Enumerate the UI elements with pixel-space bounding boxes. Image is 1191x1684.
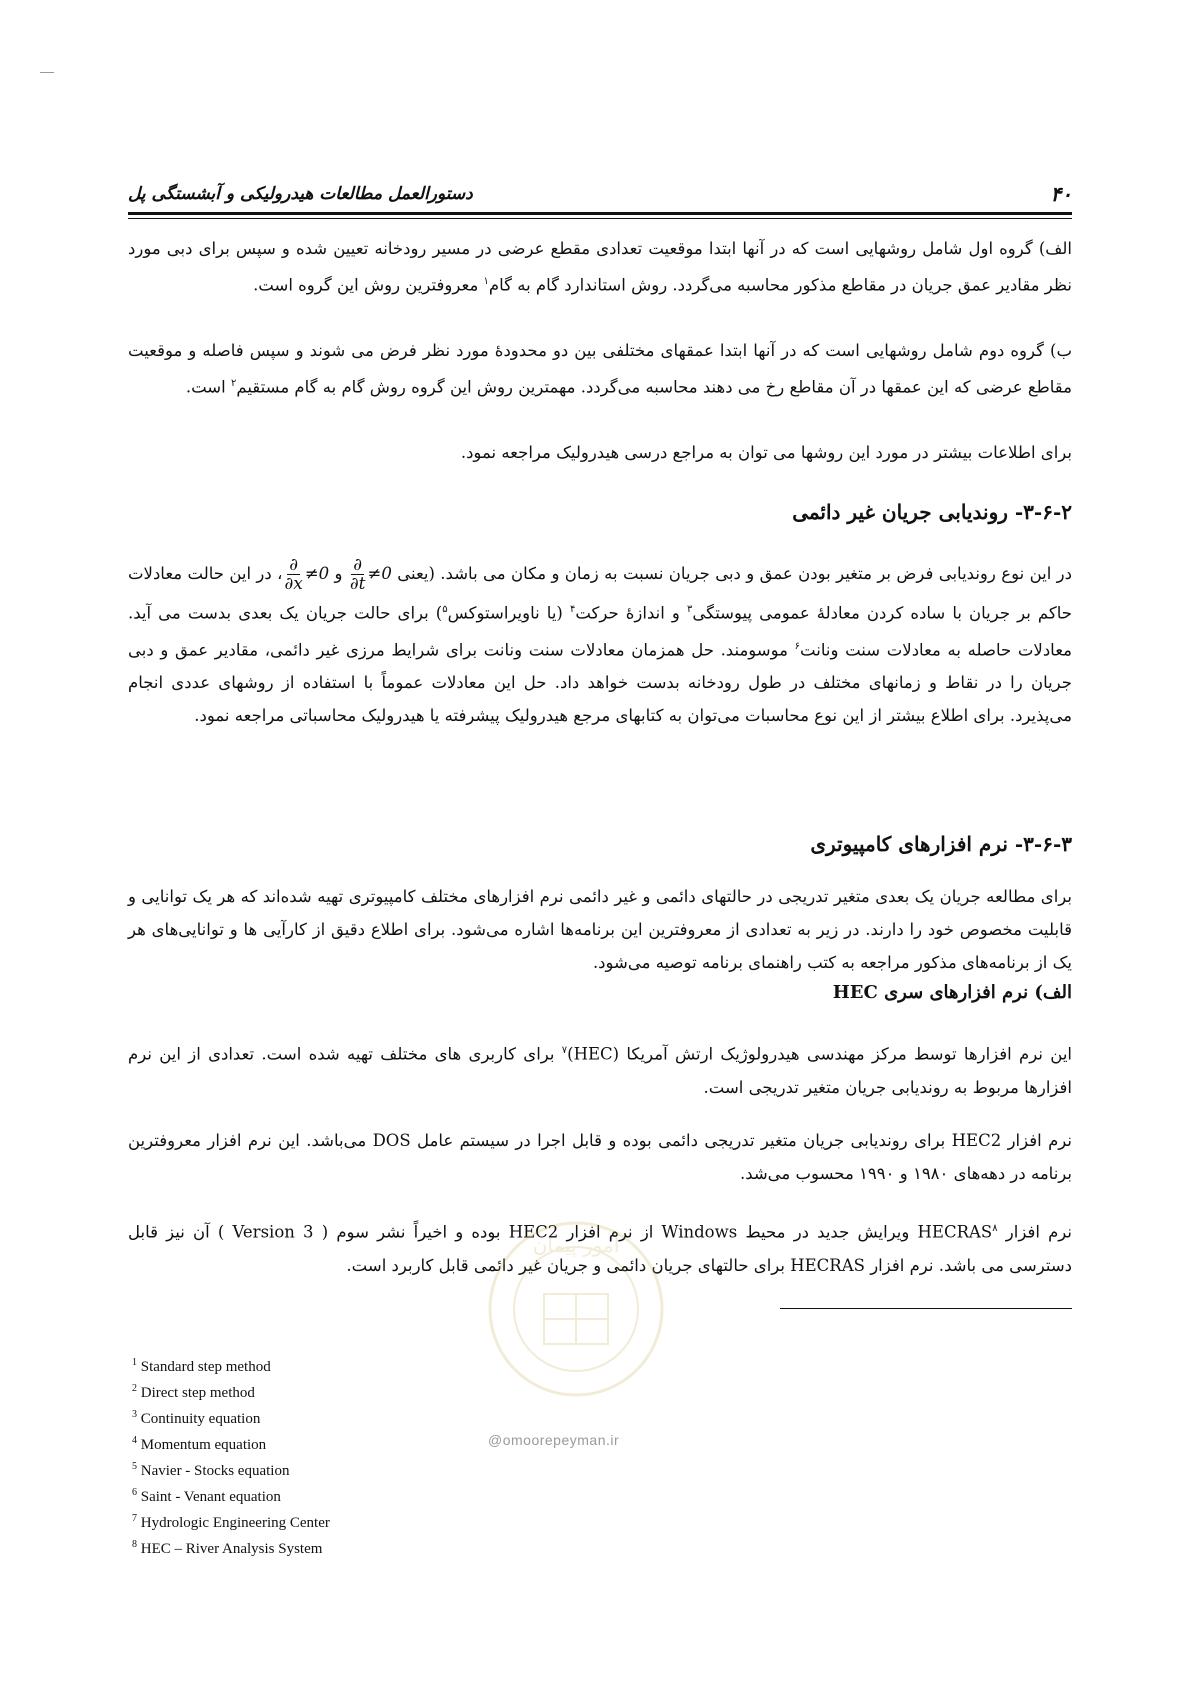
footnote-ref: ۵ [442, 604, 448, 615]
footnote-ref: ۸ [992, 1223, 998, 1234]
footnote [132, 1482, 552, 1508]
paragraph-hec2 [128, 1124, 1072, 1190]
footnote [132, 1456, 552, 1482]
footnote-text: Standard step method [140, 1359, 271, 1375]
paragraph-text: ب) گروه دوم شامل روشهایی است که در آنها ابتدا عمقهای مختلفی بین دو محدودهٔ مورد نظر فرض می شوند و سپس فاصله و موقعیت مقاطع عرضی که این عمقها در آن مقاطع رخ می دهند محاسبه می‌گردد. مهمترین روش این گروه روش گام به گام مستقیم [128, 341, 1072, 397]
paragraph-text: نرم افزار HEC2 برای روندیابی جریان متغیر تدریجی دائمی بوده و قابل اجرا در سیستم عامل DOS می‌باشد. این نرم افزار معروفترین برنامه در دهه‌های ۱۹۸۰ و ۱۹۹۰ محسوب می‌شد. [128, 1131, 1072, 1183]
footnote [132, 1508, 552, 1534]
paragraph-text: برای مطالعه جریان یک بعدی متغیر تدریجی در حالتهای دائمی و غیر دائمی نرم افزارهای مختلف کامپیوتری تهیه شده‌اند که هر یک توانایی و قابلیت مخصوص خود را دارند. در زیر به تعدادی از معروفترین این برنامه‌ها اشاره می‌شود. برای اطلاع دقیق از کارآیی ها و توانایی‌های هر یک از برنامه‌های مذکور مراجعه به کتب راهنمای برنامه توصیه می‌شود. [128, 887, 1072, 972]
page-number: ۴۰ [1050, 182, 1072, 206]
footnote-number: 7 [132, 1513, 137, 1524]
footnote-text: Continuity equation [140, 1411, 261, 1427]
math-text: ≠0 [367, 564, 392, 583]
paragraph-text: است. [185, 377, 231, 397]
paragraph-unsteady [128, 556, 1072, 732]
partial-equation-t [348, 555, 392, 594]
footnote-number: 3 [132, 1409, 137, 1420]
footnote-text: Momentum equation [140, 1437, 267, 1453]
frac-denominator: ∂x [284, 574, 303, 594]
paragraph-text: ) برای حالت جریان یک بعدی بدست می آید. معادلات حاصله به معادلات سنت ونانت [128, 603, 1072, 659]
footnote-number: 4 [132, 1435, 137, 1446]
footnote-text: HEC – River Analysis System [140, 1541, 323, 1557]
paragraph-text: در این نوع روندیابی فرض بر متغیر بودن عمق و دبی جریان نسبت به زمان و مکان می باشد. (یعنی [397, 564, 1072, 583]
footnote-number: 6 [132, 1487, 137, 1498]
footnote [132, 1378, 552, 1404]
paragraph-more-info [128, 436, 1072, 469]
paragraph-text: معروفترین روش این گروه است. [253, 275, 484, 295]
paragraph-text: ویرایش جدید در محیط Windows از نرم افزار HEC2 بوده و اخیراً نشر سوم ( Version 3 ) آن نیز قابل دسترسی می باشد. نرم افزار HECRAS برای حالتهای جریان دائمی و جریان غیر دائمی قابل کاربرد است. [128, 1222, 1072, 1275]
footnote-number: 1 [132, 1357, 137, 1368]
paragraph-text: و اندازهٔ حرکت [575, 603, 687, 623]
section-heading-unsteady: ۳-۶-۲- روندیابی جریان غیر دائمی [792, 500, 1072, 524]
paragraph-text: نرم افزار HECRAS [917, 1222, 1072, 1242]
footnote-text: Saint - Venant equation [140, 1489, 281, 1505]
watermark-site: @omoorepeyman.ir [488, 1432, 620, 1448]
running-title: دستورالعمل مطالعات هیدرولیکی و آبشستگی پل [128, 184, 473, 204]
footnote-rule [780, 1308, 1072, 1309]
header-rule [128, 212, 1072, 215]
paragraph-text: و [334, 564, 343, 583]
footnote-ref: ۱ [483, 276, 489, 287]
footnote-ref: ۷ [561, 1045, 568, 1056]
frac-numerator: ∂ [353, 555, 363, 575]
partial-equation-x [282, 555, 330, 594]
footnote-ref: ۶ [794, 640, 801, 652]
footnote-number: 5 [132, 1461, 137, 1472]
paragraph-text: برای اطلاعات بیشتر در مورد این روشها می توان به مراجع درسی هیدرولیک مراجعه نمود. [460, 443, 1072, 462]
paragraph-text: برای کاربری های مختلف تهیه شده است. تعدادی از این نرم افزارها مربوط به روندیابی جریان متغیر تدریجی است. [128, 1044, 1072, 1097]
footnote [132, 1534, 552, 1560]
footnote [132, 1430, 552, 1456]
footnote-ref: ۴ [569, 604, 576, 615]
paragraph-hec [128, 1034, 1072, 1104]
header-rule-thin [128, 218, 1072, 219]
footnote-text: Navier - Stocks equation [140, 1463, 290, 1479]
paragraph-text: الف) گروه اول شامل روشهایی است که در آنها ابتدا موقعیت تعدادی مقطع عرضی در مسیر رودخانه تعیین شده و سپس برای دبی مورد نظر مقادیر عمق جریان در مقاطع مذکور محاسبه می‌گردد. روش استاندارد گام به گام [128, 239, 1072, 295]
footnote-number: 8 [132, 1539, 137, 1550]
watermark-seal-text: امور پیمان [532, 1233, 620, 1257]
subheading-hec: الف) نرم افزارهای سری HEC [832, 982, 1072, 1003]
footnote-text: Direct step method [140, 1385, 255, 1401]
paragraph-text: موسومند. حل همزمان معادلات سنت ونانت برای شرایط مرزی غیر دائمی، مقادیر عمق و دبی جریان را در نقاط و زمانهای مختلف در طول رودخانه بدست خواهد داد. حل این معادلات عموماً با استفاده از روشهای عددی انجام می‌پذیرد. برای اطلاع بیشتر از این نوع محاسبات می‌توان به کتابهای مرجع هیدرولیک پیشرفته یا هیدرولیک محاسباتی مراجعه نمود. [128, 640, 1072, 725]
frac-numerator: ∂ [289, 555, 299, 575]
footnote-text: Hydrologic Engineering Center [140, 1515, 330, 1531]
section-heading-software: ۳-۶-۳- نرم افزارهای کامپیوتری [810, 832, 1072, 856]
footnotes [132, 1352, 552, 1560]
frac-denominator: ∂t [349, 574, 366, 594]
paragraph-software [128, 880, 1072, 979]
paragraph-group-one [128, 232, 1072, 302]
footnote-ref: ۲ [230, 378, 237, 389]
paragraph-group-two [128, 334, 1072, 404]
paragraph-text: ، در این حالت معادلات حاکم بر جریان با ساده کردن معادلهٔ عمومی پیوستگی [128, 564, 1073, 623]
scan-mark [40, 72, 54, 73]
footnote [132, 1404, 552, 1430]
footnote-ref: ۳ [686, 604, 693, 615]
paragraph-text: (یا ناویراستوکس [447, 603, 570, 623]
math-text: ≠0 [304, 564, 330, 583]
footnote [132, 1352, 552, 1378]
page-header [128, 184, 1072, 210]
footnote-number: 2 [132, 1383, 137, 1394]
paragraph-text: این نرم افزارها توسط مرکز مهندسی هیدرولوژیک ارتش آمریکا (HEC) [567, 1044, 1072, 1064]
